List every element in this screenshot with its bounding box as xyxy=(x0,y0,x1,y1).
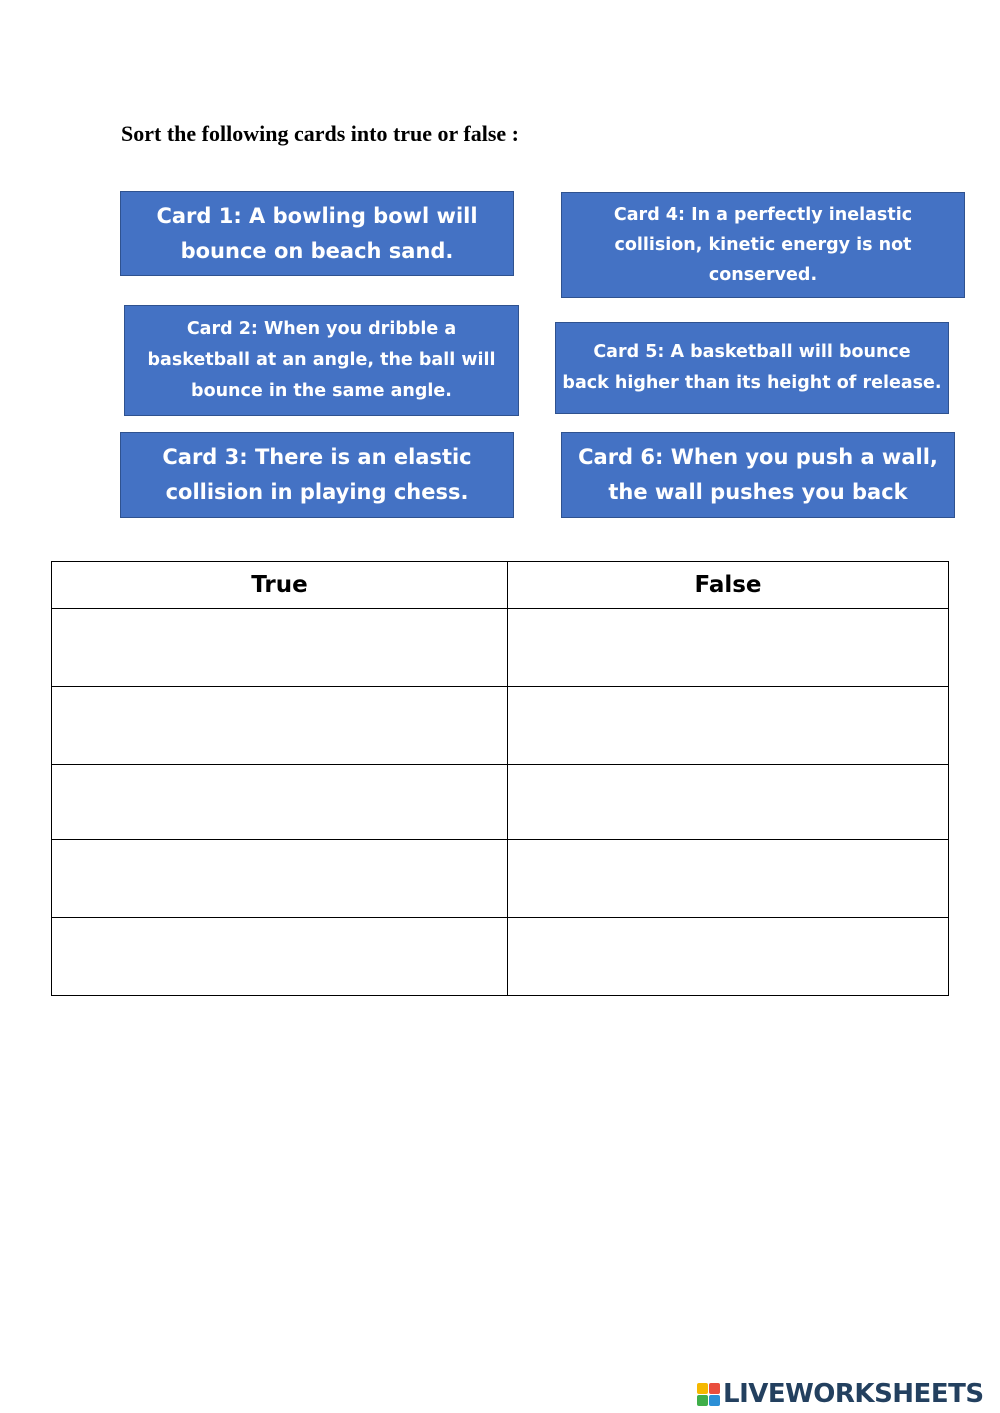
card-2-text: Card 2: When you dribble a basketball at an angle, the ball will bounce in the same angle. xyxy=(147,319,496,401)
card-4[interactable] xyxy=(561,192,965,298)
table-row xyxy=(52,609,949,687)
false-drop-zone[interactable] xyxy=(508,765,949,840)
logo-tile xyxy=(697,1395,708,1406)
true-drop-zone[interactable] xyxy=(52,840,508,918)
table-row xyxy=(52,765,949,840)
card-3[interactable] xyxy=(120,432,514,518)
table-row xyxy=(52,687,949,765)
card-5-text: Card 5: A basketball will bounce back higher than its height of release. xyxy=(562,342,942,393)
true-column-header: True xyxy=(52,562,508,609)
logo-tile xyxy=(709,1383,720,1394)
card-2[interactable] xyxy=(124,305,519,416)
logo-tile xyxy=(709,1395,720,1406)
logo-tiles-icon xyxy=(697,1383,720,1406)
table-row xyxy=(52,918,949,996)
logo-tile xyxy=(697,1383,708,1394)
card-6[interactable] xyxy=(561,432,955,518)
false-column-header: False xyxy=(508,562,949,609)
table-row xyxy=(52,840,949,918)
card-5[interactable] xyxy=(555,322,949,414)
sort-table xyxy=(51,561,949,996)
card-4-text: Card 4: In a perfectly inelastic collision, kinetic energy is not conserved. xyxy=(613,205,913,285)
liveworksheets-logo xyxy=(697,1378,984,1410)
card-3-text: Card 3: There is an elastic collision in playing chess. xyxy=(162,445,472,504)
card-6-text: Card 6: When you push a wall, the wall pushes you back xyxy=(578,445,938,504)
false-drop-zone[interactable] xyxy=(508,918,949,996)
true-drop-zone[interactable] xyxy=(52,609,508,687)
false-drop-zone[interactable] xyxy=(508,840,949,918)
card-1-text: Card 1: A bowling bowl will bounce on beach sand. xyxy=(156,203,478,263)
true-drop-zone[interactable] xyxy=(52,687,508,765)
table-header-row xyxy=(52,562,949,609)
logo-text: LIVEWORKSHEETS xyxy=(723,1379,984,1409)
false-drop-zone[interactable] xyxy=(508,609,949,687)
false-drop-zone[interactable] xyxy=(508,687,949,765)
true-drop-zone[interactable] xyxy=(52,765,508,840)
instruction-text: Sort the following cards into true or false : xyxy=(121,121,519,146)
card-1[interactable] xyxy=(120,191,514,276)
true-drop-zone[interactable] xyxy=(52,918,508,996)
